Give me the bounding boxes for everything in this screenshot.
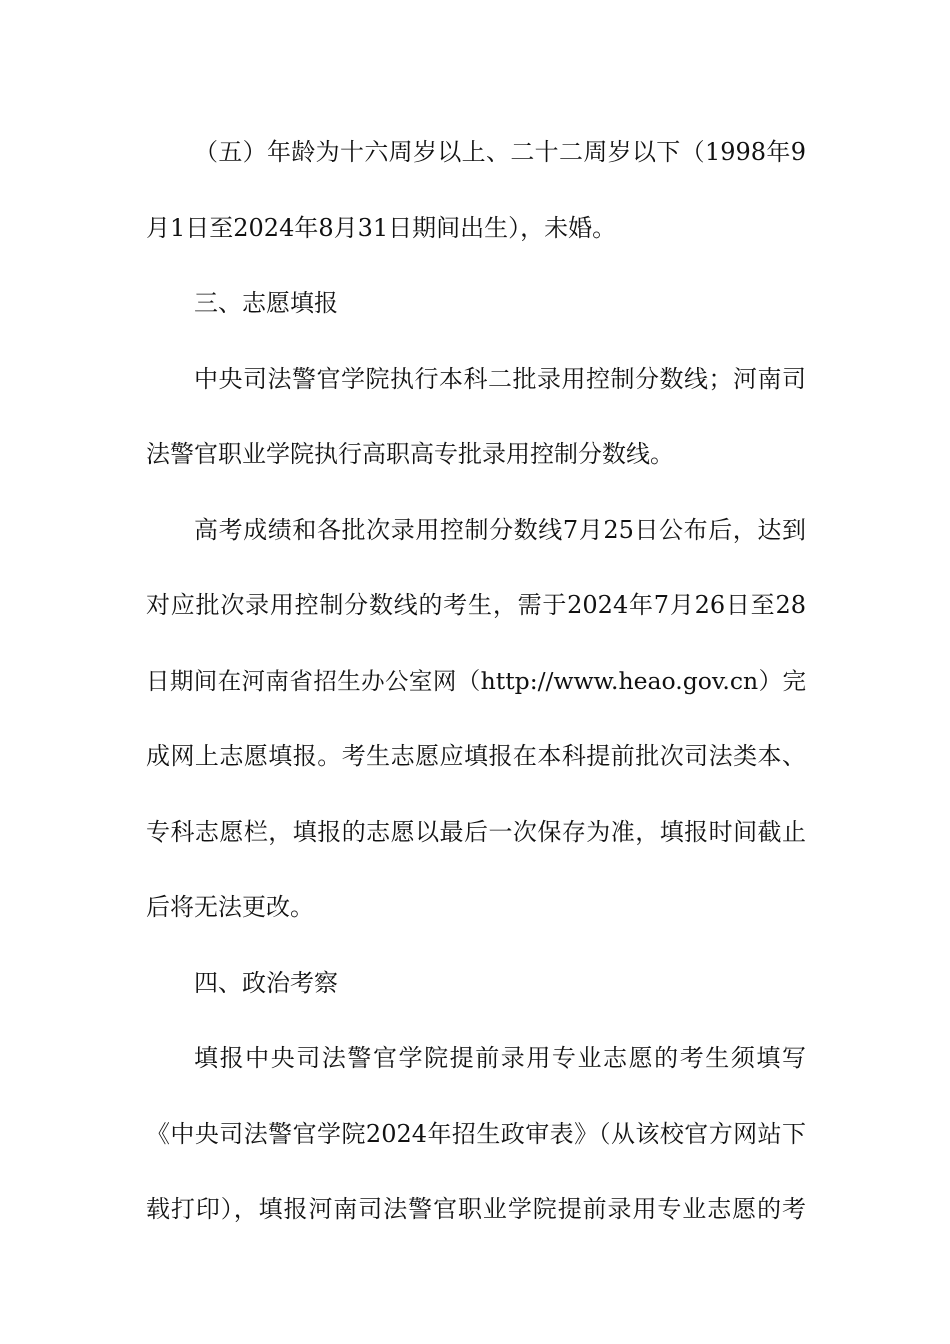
paragraph-line: 专科志愿栏，填报的志愿以最后一次保存为准，填报时间截止 [146,818,806,846]
paragraph-line: 成网上志愿填报。考生志愿应填报在本科提前批次司法类本、 [146,742,806,770]
paragraph-line: 月1日至2024年8月31日期间出生），未婚。 [146,214,617,242]
paragraph-line: 中央司法警官学院执行本科二批录用控制分数线；河南司 [194,365,806,393]
paragraph-line: 填报中央司法警官学院提前录用专业志愿的考生须填写 [194,1044,806,1072]
paragraph-line: 高考成绩和各批次录用控制分数线7月25日公布后，达到 [194,516,806,544]
paragraph-line: 载打印），填报河南司法警官职业学院提前录用专业志愿的考 [146,1195,806,1223]
paragraph-line: 法警官职业学院执行高职高专批录用控制分数线。 [146,440,674,468]
paragraph-line: 《中央司法警官学院2024年招生政审表》（从该校官方网站下 [146,1120,806,1148]
paragraph-line: （五）年龄为十六周岁以上、二十二周岁以下（1998年9 [194,138,806,166]
section-heading: 三、志愿填报 [194,289,338,317]
section-heading: 四、政治考察 [194,969,338,997]
paragraph-line: 对应批次录用控制分数线的考生，需于2024年7月26日至28 [146,591,806,619]
paragraph-line: 日期间在河南省招生办公室网（http://www.heao.gov.cn）完 [146,667,806,695]
paragraph-line: 后将无法更改。 [146,893,314,921]
